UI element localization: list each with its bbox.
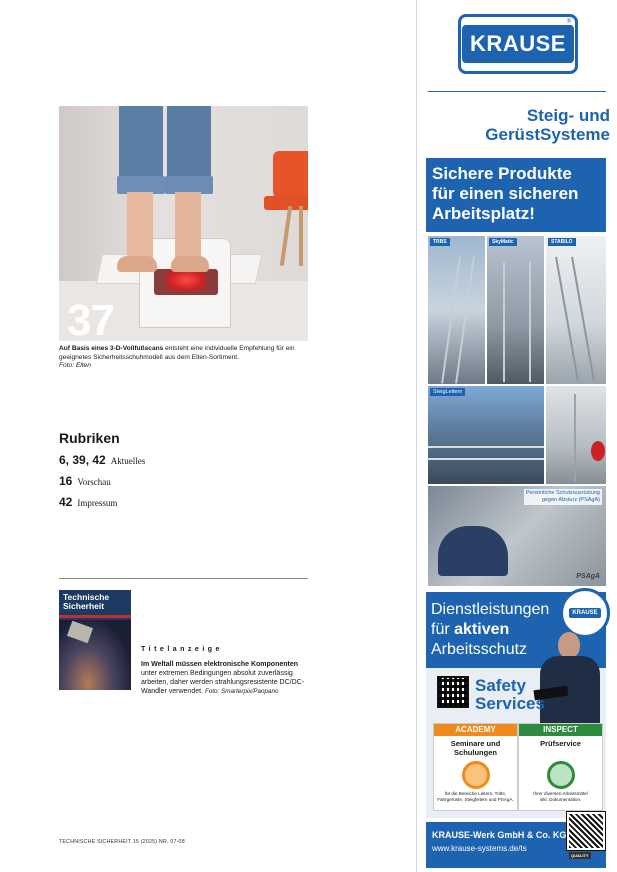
ad-claim-box [426,158,606,232]
foot-left [117,256,157,272]
titelanzeige-label: Titelanzeige [141,646,223,653]
ad-headline-line: GerüstSysteme [485,125,610,144]
safety-line: Safety [475,676,527,695]
magazine-cover-thumbnail[interactable] [59,590,131,690]
cover-red-bar [59,615,131,618]
caption-text: entsteht eine individuelle Empfehlung für ein geeignetes Sicherheitsschuhmodell aus dem Elten-Sortiment. [59,345,295,361]
ad-headline-line: Steig- und [526,106,610,125]
section-divider [59,578,308,579]
academy-desc-line: für die Bereiche Leitern, Tritte, [444,791,507,796]
rubriken-label: Vorschau [77,477,111,487]
inspect-desc-line: inkl. Dokumentation. [539,797,582,802]
orange-chair [273,151,308,201]
academy-header: ACADEMY [434,724,517,736]
rubriken-pages: 42 [59,495,73,509]
badge-text: KRAUSE [569,608,600,618]
walkway [428,446,544,448]
rubriken-item[interactable] [59,495,145,516]
ad-claim [432,164,578,224]
inspect-desc-line: Ihrer diversen Arbeitsmittel [533,791,588,796]
rubriken-heading: Rubriken [59,430,120,446]
services-line-bold: aktiven [454,621,510,638]
product-tile-steigleitern[interactable] [428,386,544,484]
krause-seal-badge [560,588,610,638]
ad-claim-line: für einen sicheren [432,184,579,203]
registered-icon: ® [566,19,571,25]
academy-main-line: Schulungen [454,748,497,757]
academy-seal-icon [462,761,490,789]
psaga-label [524,489,602,505]
services-line: Dienstleistungen [431,601,550,618]
cover-title-line: Technische [63,592,110,602]
services-line-pre: für [431,621,455,638]
photo-caption [59,345,309,371]
company-url[interactable]: www.krause-systems.de/ts [432,844,527,853]
academy-card[interactable] [433,723,518,811]
ad-headline [420,106,610,144]
scanner-red-light [166,269,206,291]
inspect-seal-icon [547,761,575,789]
rubriken-label: Impressum [77,498,118,508]
academy-main-line: Seminare und [450,739,501,748]
psaga-label-line: gegen Absturz (PSAgA) [541,497,600,503]
red-equipment [591,441,605,461]
psaga-label-line: Persönliche Schutzausrüstung [525,490,600,496]
academy-desc-line: Fahrgerüste, Steigleitern und PSAgA. [437,797,514,802]
rubriken-item[interactable] [59,474,145,495]
walkway [428,458,544,460]
academy-desc [434,791,517,803]
cover-title [63,593,109,611]
feature-photo [59,106,308,341]
titelanzeige-credit: Foto: Smarterpix/Paopano [204,688,279,695]
page-number-overlay[interactable]: 37 [67,296,114,341]
stabilo-tag: STABILO [548,238,576,246]
product-tile-stabilo[interactable] [546,236,606,384]
rubriken-label: Aktuelles [110,456,146,466]
person-head [558,632,580,658]
krause-logo-text: KRAUSE [462,25,574,63]
ad-claim-line: Sichere Produkte [432,164,572,183]
inspect-desc [519,791,602,803]
qr-code-icon[interactable] [567,812,605,850]
leg-right [175,192,201,262]
scaffold-rail [503,262,505,382]
rubriken-item[interactable] [59,453,145,474]
leg-left [127,192,153,262]
product-tile-psaga[interactable] [428,486,606,586]
ladder-rail [574,394,576,482]
ad-rule [428,91,606,92]
worker-figure [438,526,508,576]
inspect-main-line: Prüfservice [540,739,581,748]
krause-logo[interactable] [458,14,578,74]
cover-title-line: Sicherheit [63,601,105,611]
trbs-tag: TRBS [430,238,450,246]
caption-credit: Foto: Elten [59,362,91,370]
academy-main [434,739,517,757]
page-footer: TECHNISCHE SICHERHEIT 15 (2025) NR. 07-08 [59,839,185,845]
caption-bold: Auf Basis eines 3-D-Vollfußscans [59,345,164,352]
rubriken-pages: 16 [59,474,73,488]
foot-right [171,256,209,272]
skymatic-tag: SkyMatic [489,238,517,246]
product-image-grid [428,236,606,586]
quality-seal: QUALITY [571,853,589,858]
steigleitern-tag: SteigLeitern [430,388,465,396]
inspect-header: INSPECT [519,724,602,736]
scaffold-rail [529,262,531,382]
company-name: KRAUSE-Werk GmbH & Co. KG [432,830,567,840]
ad-claim-line: Arbeitsplatz! [432,204,535,223]
chair-leg [299,206,303,266]
titelanzeige-text [141,660,311,696]
inspect-main [519,739,602,748]
safety-line: Services [475,694,545,713]
rubriken-list [59,453,145,516]
titelanzeige-bold: Im Weltall müssen elektronische Komponenten [141,661,299,668]
titelanzeige-body: unter extremen Bedingungen absolut zuverlässig arbeiten, daher werden strahlungsresistente DC/DC-Wandler verwendet. [141,670,305,695]
qr-code-icon[interactable] [437,676,469,708]
product-tile-skymatic[interactable] [487,236,544,384]
services-line: Arbeitsschutz [431,641,528,658]
psaga-watermark: PSAgA [576,573,600,580]
product-tile-worker[interactable] [546,386,606,484]
rubriken-pages: 6, 39, 42 [59,453,106,467]
safety-services-title [475,677,545,713]
inspect-card[interactable] [518,723,603,811]
product-tile-trbs[interactable] [428,236,485,384]
